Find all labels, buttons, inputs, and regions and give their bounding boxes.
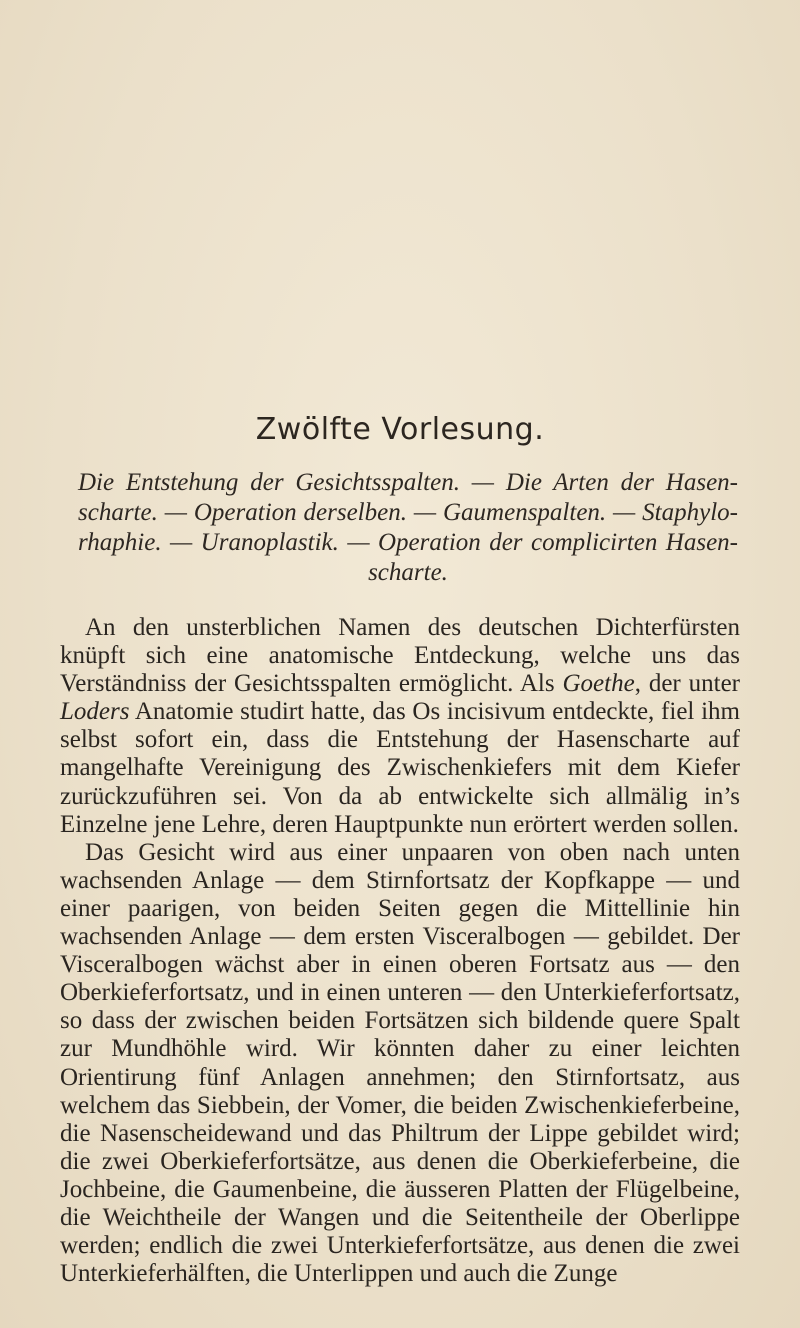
name-loder: Loders bbox=[60, 698, 130, 726]
paragraph-1-text-a: An den unsterblichen Namen des deutschen Dichterfürsten knüpft sich eine anatomische Entdeckung, welche uns das Verständniss der Gesichtsspalten ermöglicht. Als bbox=[60, 614, 740, 698]
lecture-summary: Die Entstehung der Gesichtsspalten. — Die Arten der Hasen-scharte. — Operation derselben. — Gaumenspalten. — Staphylo-rhaphie. — Uranoplastik. — Operation der complicirten Hasen-scharte. bbox=[78, 469, 738, 586]
lecture-heading: Zwölfte Vorlesung. bbox=[255, 412, 545, 447]
paragraph-2: Das Gesicht wird aus einer unpaaren von oben nach unten wachsenden Anlage — dem Stirnfortsatz der Kopfkappe — und einer paarigen, von beiden Seiten gegen die Mittellinie hin wachsenden Anlage — dem ersten Visceralbogen — gebildet. Der Visceralbogen wächst aber in einen oberen Fortsatz aus — den Oberkieferfortsatz, und in einen unteren — den Unterkieferfortsatz, so dass der zwischen beiden Fortsätzen sich bildende quere Spalt zur Mundhöhle wird. Wir könnten daher zu einer leichten Orientirung fünf Anlagen annehmen; den Stirnfortsatz, aus welchem das Siebbein, der Vomer, die beiden Zwischenkieferbeine, die Nasenscheidewand und das Philtrum der Lippe gebildet wird; die zwei Oberkieferfortsätze, aus denen die Oberkieferbeine, die Jochbeine, die Gaumenbeine, die äusseren Platten der Flügelbeine, die Weichtheile der Wangen und die Seitentheile der Oberlippe werden; endlich die zwei Unterkieferfortsätze, aus denen die zwei Unterkieferhälften, die Unterlippen und auch die Zunge bbox=[60, 838, 740, 1288]
body-text bbox=[60, 614, 740, 1288]
paragraph-1-text-c: Anatomie studirt hatte, das Os incisivum entdeckte, fiel ihm selbst sofort ein, dass die Entstehung der Hasenscharte auf mangelhafte Vereinigung des Zwischenkiefers mit dem Kiefer zurückzuführen sei. Von da ab entwickelte sich allmälig in’s Einzelne jene Lehre, deren Hauptpunkte nun erörtert werden sollen. bbox=[60, 698, 740, 838]
paragraph-1-text-b: , der unter bbox=[634, 670, 740, 698]
name-goethe: Goethe bbox=[562, 670, 635, 698]
paragraph-1 bbox=[60, 614, 740, 839]
